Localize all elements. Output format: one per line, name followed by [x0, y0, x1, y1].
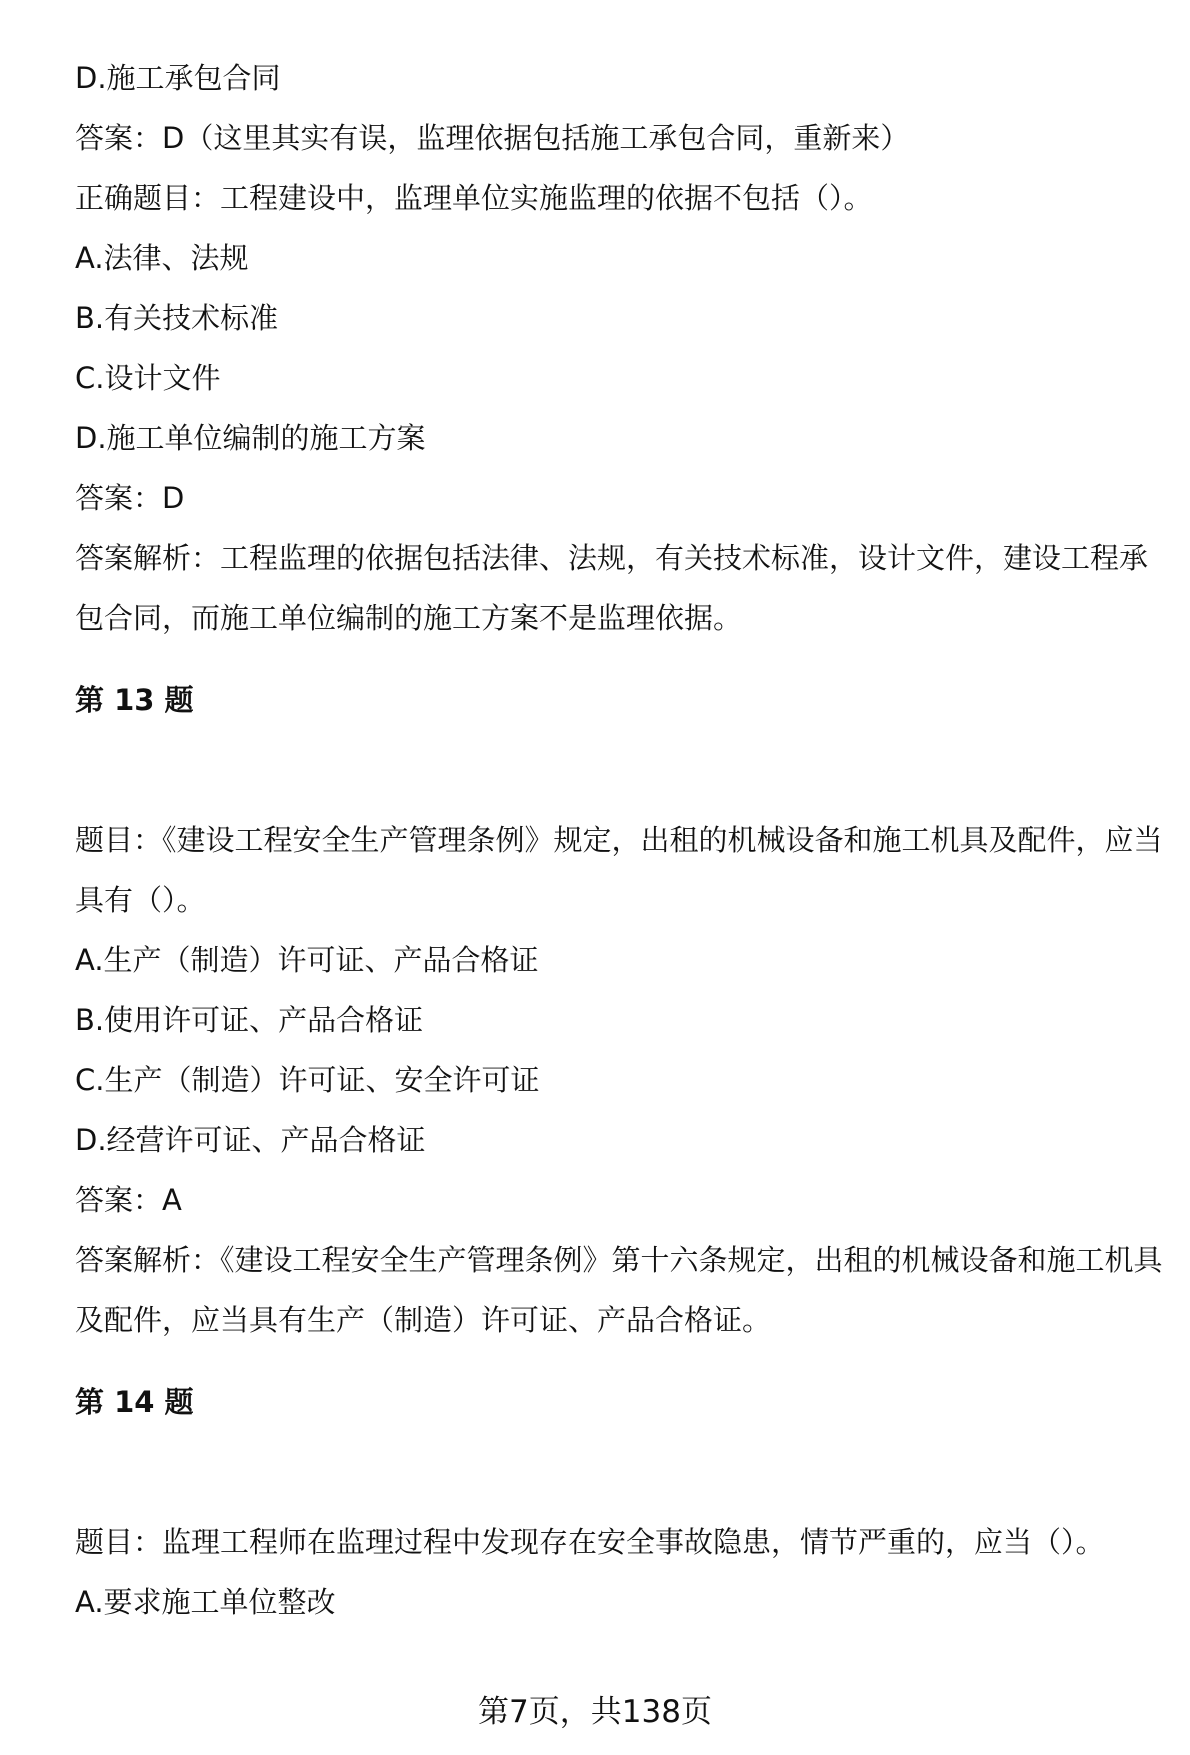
- option-d-line: D.施工单位编制的施工方案: [75, 421, 426, 455]
- question-13-analysis: 答案解析：《建设工程安全生产管理条例》第十六条规定，出租的机械设备和施工机具及配件，应当具有生产（制造）许可证、产品合格证。: [75, 1243, 1163, 1337]
- page-number-footer: 第7页，共138页: [478, 1694, 712, 1730]
- answer-line: 答案：D: [75, 481, 185, 515]
- question-14-option-a: A.要求施工单位整改: [75, 1585, 336, 1619]
- option-a-line: A.法律、法规: [75, 241, 249, 275]
- question-13-option-b: B.使用许可证、产品合格证: [75, 1003, 424, 1037]
- answer-analysis-paragraph: 答案解析：工程监理的依据包括法律、法规，有关技术标准，设计文件，建设工程承包合同，而施工单位编制的施工方案不是监理依据。: [75, 541, 1149, 635]
- page-content: [75, 48, 1165, 1632]
- question-14-heading: 第 14 题: [75, 1385, 194, 1419]
- question-13-heading: 第 13 题: [75, 683, 194, 717]
- option-d-line: D.施工承包合同: [75, 61, 281, 95]
- question-13-option-a: A.生产（制造）许可证、产品合格证: [75, 943, 539, 977]
- question-13-answer: 答案：A: [75, 1183, 182, 1217]
- option-b-line: B.有关技术标准: [75, 301, 279, 335]
- question-13-option-d: D.经营许可证、产品合格证: [75, 1123, 426, 1157]
- question-14-text: 题目：监理工程师在监理过程中发现存在安全事故隐患，情节严重的，应当（）。: [75, 1525, 1105, 1559]
- question-13-option-c: C.生产（制造）许可证、安全许可证: [75, 1063, 540, 1097]
- answer-note-line: 答案：D（这里其实有误，监理依据包括施工承包合同，重新来）: [75, 121, 910, 155]
- question-13-text: 题目：《建设工程安全生产管理条例》规定，出租的机械设备和施工机具及配件，应当具有（）。: [75, 823, 1163, 917]
- corrected-question-line: 正确题目：工程建设中，监理单位实施监理的依据不包括（）。: [75, 181, 873, 215]
- option-c-line: C.设计文件: [75, 361, 221, 395]
